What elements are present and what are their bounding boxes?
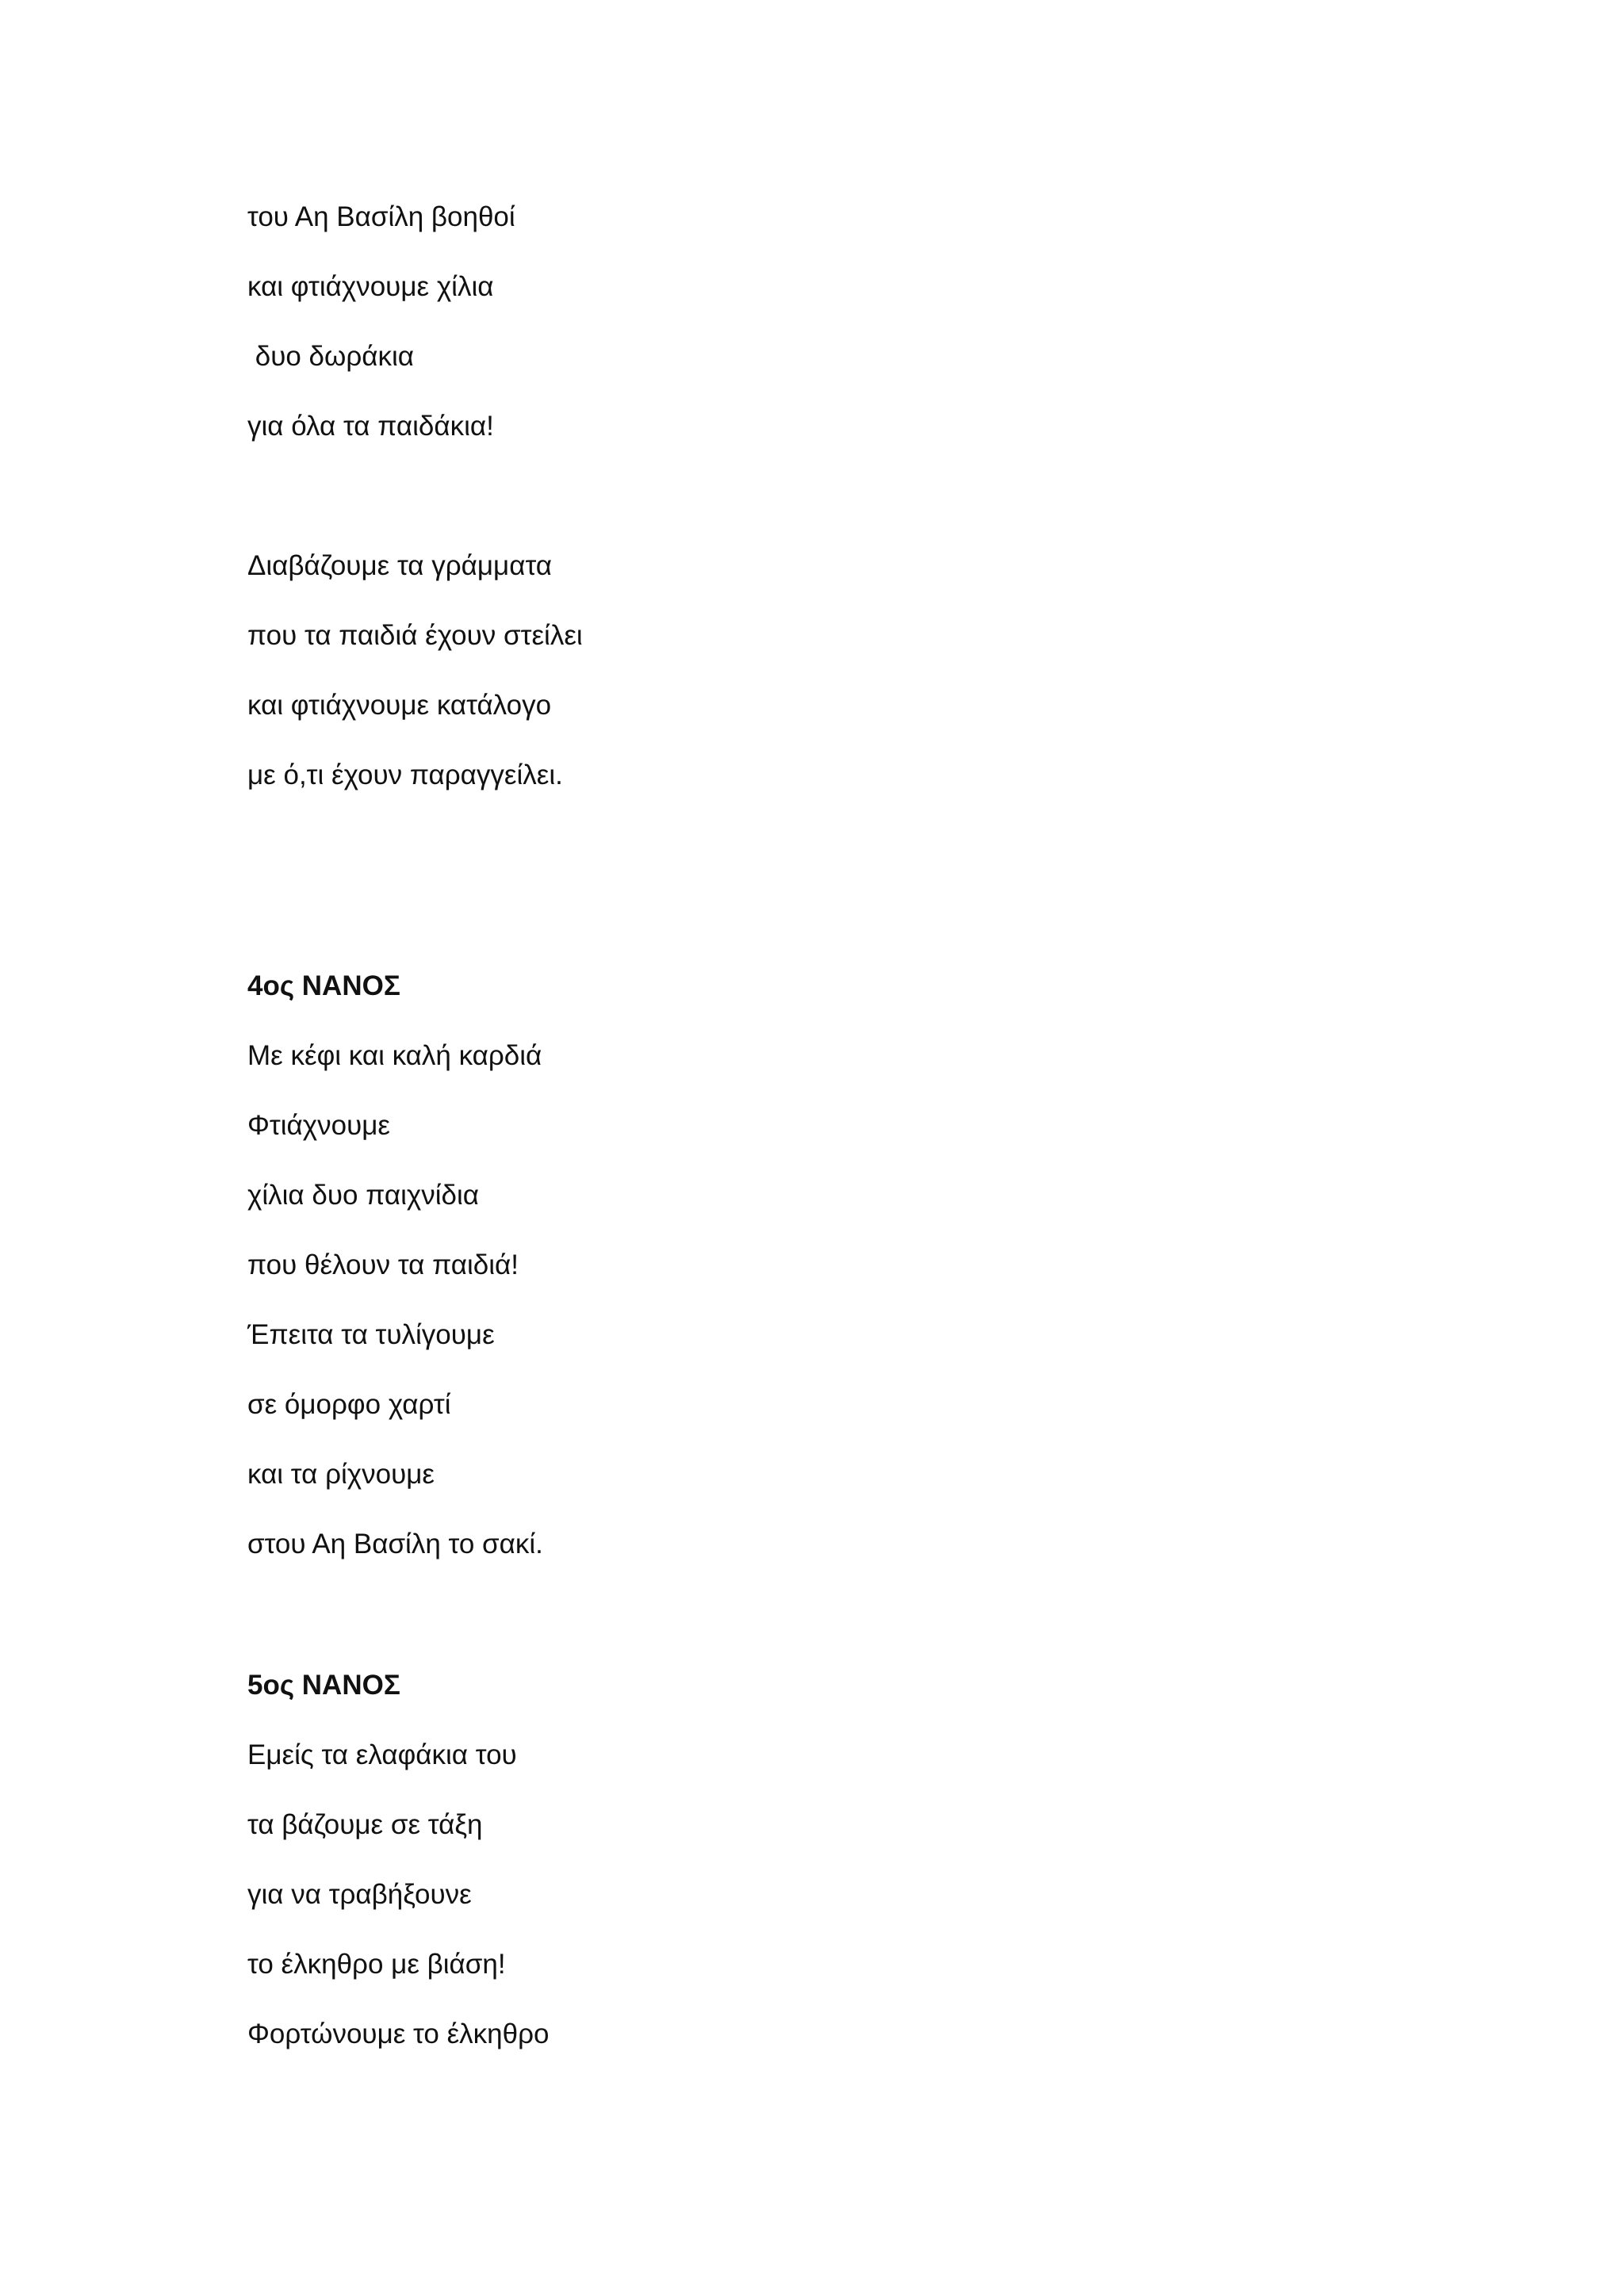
text-line: στου Αη Βασίλη το σακί.: [247, 1529, 543, 1559]
text-line: και φτιάχνουμε κατάλογο: [247, 690, 552, 721]
text-line: το έλκηθρο με βιάση!: [247, 1949, 506, 1980]
text-line: Φορτώνουμε το έλκηθρο: [247, 2019, 550, 2049]
section-4th-dwarf: [247, 951, 1437, 1579]
text-line: Με κέφι και καλή καρδιά: [247, 1040, 542, 1071]
text-line: Φτιάχνουμε: [247, 1110, 391, 1141]
text-line: τα βάζουμε σε τάξη: [247, 1809, 483, 1840]
text-line: Έπειτα τα τυλίγουμε: [247, 1319, 495, 1350]
stanza-2: [247, 531, 1437, 810]
text-line: του Αη Βασίλη βοηθοί: [247, 201, 515, 232]
text-line: που τα παιδιά έχουν στείλει: [247, 620, 583, 651]
text-line: χίλια δυο παιχνίδια: [247, 1180, 479, 1211]
text-line: Εμείς τα ελαφάκια του: [247, 1739, 517, 1770]
text-line: δυο δωράκια: [247, 341, 414, 372]
section-5th-dwarf: [247, 1651, 1437, 2069]
text-line: για όλα τα παιδάκια!: [247, 411, 494, 442]
section-heading: 4ος ΝΑΝΟΣ: [247, 970, 400, 1001]
text-line: και φτιάχνουμε χίλια: [247, 271, 494, 302]
text-line: με ό,τι έχουν παραγγείλει.: [247, 760, 563, 790]
text-line: που θέλουν τα παιδιά!: [247, 1249, 519, 1280]
text-line: Διαβάζουμε τα γράμματα: [247, 550, 553, 581]
stanza-1: [247, 182, 1437, 461]
text-line: και τα ρίχνουμε: [247, 1459, 435, 1490]
section-heading: 5ος ΝΑΝΟΣ: [247, 1670, 400, 1701]
text-line: για να τραβήξουνε: [247, 1879, 472, 1910]
text-line: σε όμορφο χαρτί: [247, 1389, 451, 1420]
